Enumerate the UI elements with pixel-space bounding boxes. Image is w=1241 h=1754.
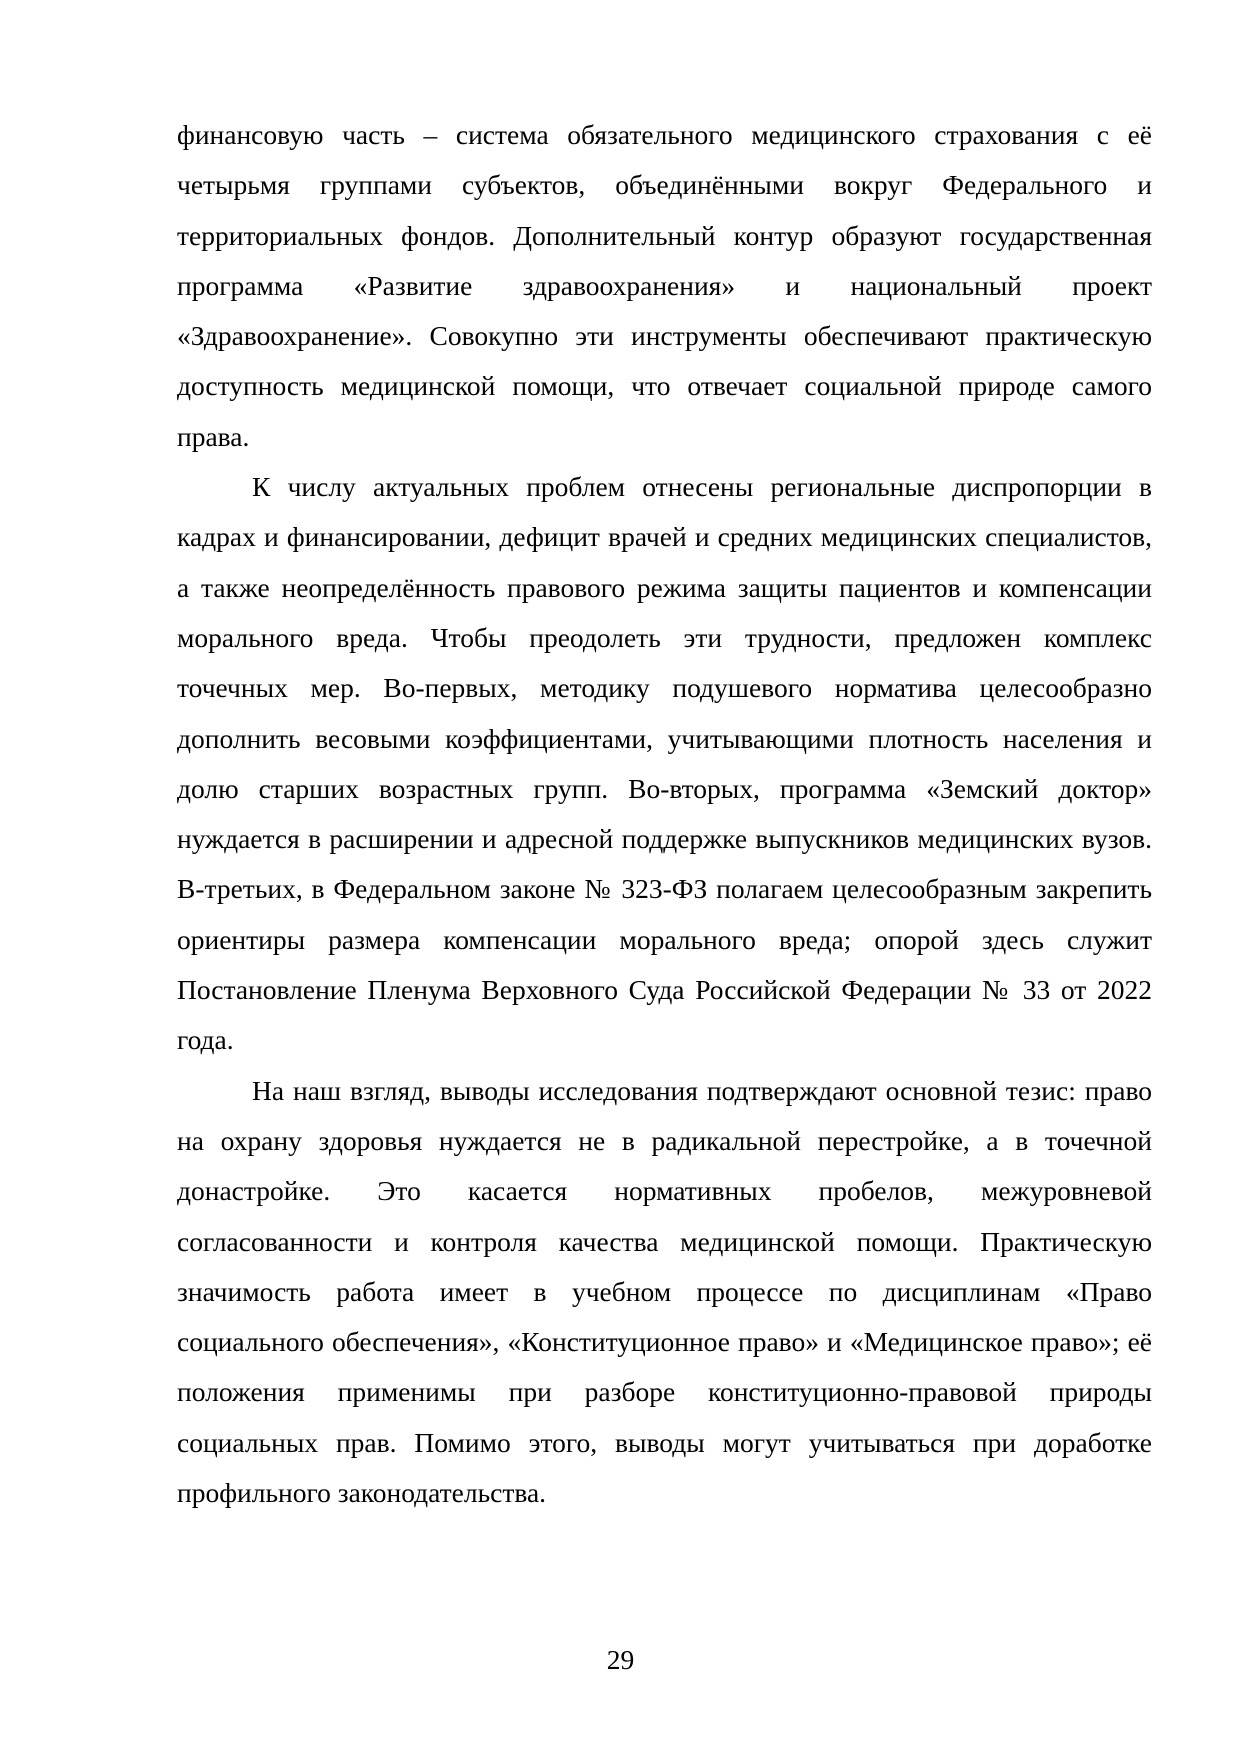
paragraph-conclusions: На наш взгляд, выводы исследования подтверждают основной тезис: право на охрану здоровья нуждается не в радикальной перестройке, а в точечной донастройке. Это касается нормативных пробелов, межуровневой согласованности и контроля качества медицинской помощи. Практическую значимость работа имеет в учебном процессе по дисциплинам «Право социального обеспечения», «Конституционное право» и «Медицинское право»; её положения применимы при разборе конституционно-правовой природы социальных прав. Помимо этого, выводы могут учитываться при доработке профильного законодательства. bbox=[177, 1074, 1152, 1509]
paragraph-continuation: финансовую часть – система обязательного медицинского страхования с её четырьмя группами субъектов, объединёнными вокруг Федерального и территориальных фондов. Дополнительный контур образуют государственная программа «Развитие здравоохранения» и национальный проект «Здравоохранение». Совокупно эти инструменты обеспечивают практическую доступность медицинской помощи, что отвечает социальной природе самого права. bbox=[177, 119, 1152, 452]
body-text bbox=[177, 110, 1152, 1518]
paragraph-problems: К числу актуальных проблем отнесены региональные диспропорции в кадрах и финансировании, дефицит врачей и средних медицинских специалистов, а также неопределённость правового режима защиты пациентов и компенсации морального вреда. Чтобы преодолеть эти трудности, предложен комплекс точечных мер. Во-первых, методику подушевого норматива целесообразно дополнить весовыми коэффициентами, учитывающими плотность населения и долю старших возрастных групп. Во-вторых, программа «Земский доктор» нуждается в расширении и адресной поддержке выпускников медицинских вузов. В-третьих, в Федеральном законе № 323-ФЗ полагаем целесообразным закрепить ориентиры размера компенсации морального вреда; опорой здесь служит Постановление Пленума Верховного Суда Российской Федерации № 33 от 2022 года. bbox=[177, 471, 1152, 1056]
page-number: 29 bbox=[606, 1644, 635, 1675]
